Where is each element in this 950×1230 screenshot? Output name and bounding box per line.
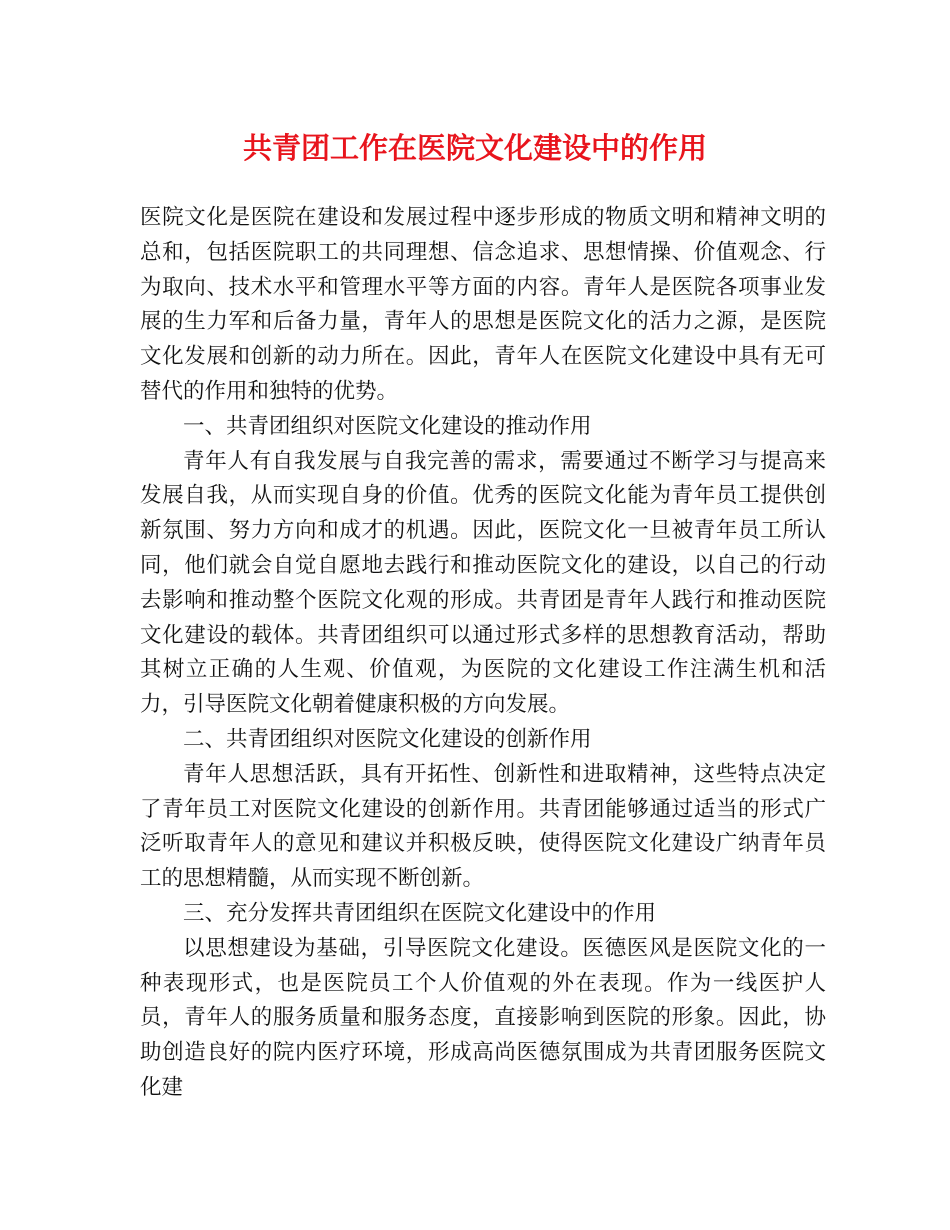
paragraph-section-1: 青年人有自我发展与自我完善的需求，需要通过不断学习与提高来发展自我，从而实现自身的价值。优秀的医院文化能为青年员工提供创新氛围、努力方向和成才的机遇。因此，医院文化一旦被青年员工所认同，他们就会自觉自愿地去践行和推动医院文化的建设，以自己的行动去影响和推动整个医院文化观的形成。共青团是青年人践行和推动医院文化建设的载体。共青团组织可以通过形式多样的思想教育活动，帮助其树立正确的人生观、价值观，为医院的文化建设工作注满生机和活力，引导医院文化朝着健康积极的方向发展。 [140, 448, 826, 718]
section-heading-3: 三、充分发挥共青团组织在医院文化建设中的作用 [183, 900, 657, 926]
document-body [140, 201, 826, 1106]
section-heading-1: 一、共青团组织对医院文化建设的推动作用 [183, 413, 592, 439]
paragraph-section-2: 青年人思想活跃，具有开拓性、创新性和进取精神，这些特点决定了青年员工对医院文化建设的创新作用。共青团能够通过适当的形式广泛听取青年人的意见和建议并积极反映，使得医院文化建设广纳青年员工的思想精髓，从而实现不断创新。 [140, 761, 826, 892]
paragraph-section-3: 以思想建设为基础，引导医院文化建设。医德医风是医院文化的一种表现形式，也是医院员工个人价值观的外在表现。作为一线医护人员，青年人的服务质量和服务态度，直接影响到医院的形象。因此，协助创造良好的院内医疗环境，形成高尚医德氛围成为共青团服务医院文化建 [140, 935, 826, 1100]
paragraph-intro: 医院文化是医院在建设和发展过程中逐步形成的物质文明和精神文明的总和，包括医院职工的共同理想、信念追求、思想情操、价值观念、行为取向、技术水平和管理水平等方面的内容。青年人是医院各项事业发展的生力军和后备力量，青年人的思想是医院文化的活力之源，是医院文化发展和创新的动力所在。因此，青年人在医院文化建设中具有无可替代的作用和独特的优势。 [140, 205, 826, 404]
section-heading-2: 二、共青团组织对医院文化建设的创新作用 [183, 726, 592, 752]
document-title: 共青团工作在医院文化建设中的作用 [242, 131, 707, 165]
